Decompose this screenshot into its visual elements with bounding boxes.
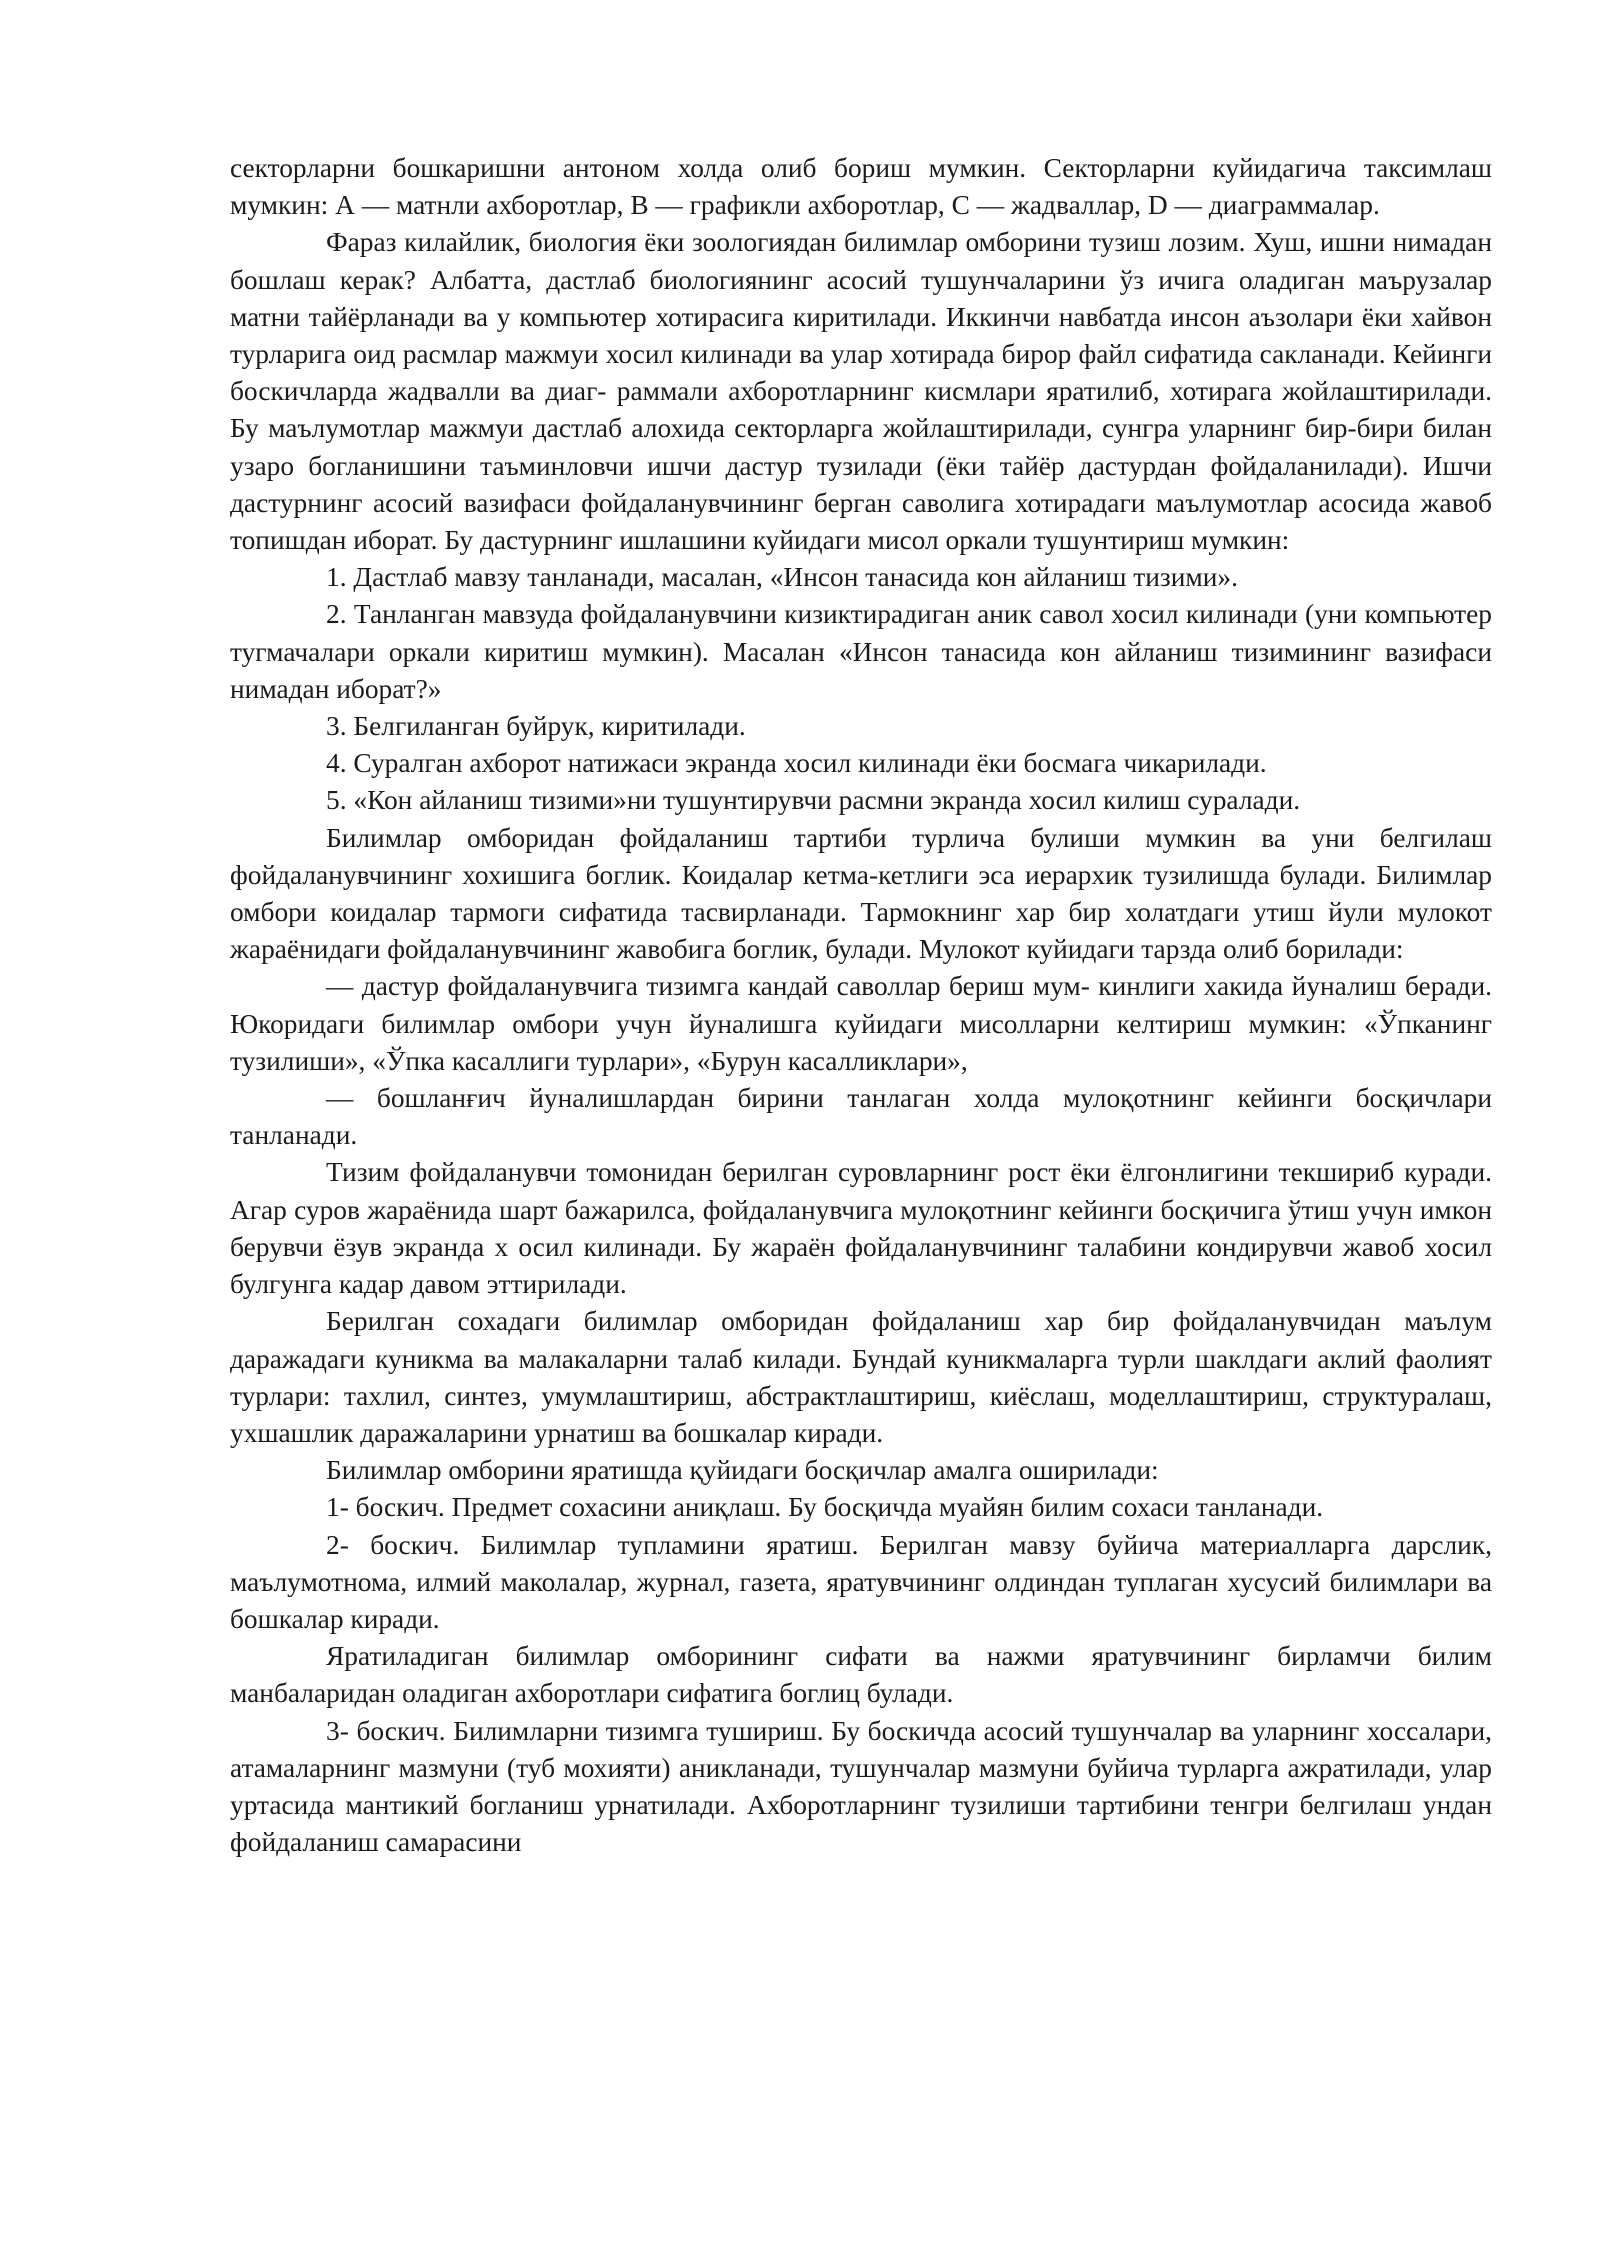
paragraph-stage-2: 2- боскич. Билимлар тупламини яратиш. Берилган мавзу буйича материалларга дарслик, маълумотнома, илмий маколалар, журнал, газета, яратувчининг олдиндан туплаган хусусий билимлари ва бошкалар киради. [230, 1529, 1492, 1634]
paragraph-stage-3: 3- боскич. Билимларни тизимга тушириш. Бу боскичда асосий тушунчалар ва уларнинг хоссалари, атамаларнинг мазмуни (туб мохияти) аникланади, тушунчалар мазмуни буйича турларга ажратилади, улар уртасида мантикий богланиш урнатилади. Ахборотларнинг тузилиши тартибини тенгри белгилаш ундан фойдаланиш самарасини [230, 1715, 1492, 1858]
paragraph-dialog-stages: — бошланғич йуналишлардан бирини танлаган холда мулоқотнинг кейинги босқичлари танланади. [230, 1083, 1492, 1151]
list-item-step-2: 2. Танланган мавзуда фойдаланувчини кизиктирадиган аник савол хосил килинади (уни компьютер тугмачалари оркали киритиш мумкин). Масалан «Инсон танасида кон айланиш тизимининг вазифаси нимадан иборат?» [230, 599, 1492, 704]
list-item-step-5: 5. «Кон айланиш тизими»ни тушунтирувчи расмни экранда хосил килиш суралади. [326, 785, 1301, 816]
document-page [230, 150, 1492, 1861]
list-item-step-4: 4. Суралган ахборот натижаси экранда хосил килинади ёки босмага чикарилади. [326, 748, 1267, 779]
paragraph-stages-intro: Билимлар омборини яратишда қуйидаги босқичлар амалга оширилади: [326, 1455, 1159, 1486]
paragraph-stage-1: 1- боскич. Предмет сохасини аниқлаш. Бу босқичда муайян билим сохаси танланади. [326, 1492, 1324, 1523]
paragraph-skills: Берилган сохадаги билимлар омборидан фойдаланиш хар бир фойдаланувчидан маълум даражадаги куникма ва малакаларни талаб килади. Бундай куникмаларга турли шаклдаги аклий фаолият турлари: тахлил, синтез, умумлаштириш, абстрактлаштириш, киёслаш, моделлаштириш, структуралаш, ухшашлик даражаларини урнатиш ва бошкалар киради. [230, 1306, 1492, 1448]
paragraph-system-checks: Тизим фойдаланувчи томонидан берилган суровларнинг рост ёки ёлгонлигини текшириб куради. Агар суров жараёнида шарт бажарилса, фойдаланувчига мулоқотнинг кейинги босқичига ўтиш учун имкон берувчи ёзув экранда х осил килинади. Бу жараён фойдаланувчининг талабини кондирувчи жавоб хосил булгунга кадар давом эттирилади. [230, 1157, 1492, 1300]
paragraph-usage-order: Билимлар омборидан фойдаланиш тартиби турлича булиши мумкин ва уни белгилаш фойдаланувчининг хохишига боглик. Коидалар кетма-кетлиги эса иерархик тузилишда булади. Билимлар омбори коидалар тармоги сифатида тасвирланади. Тармокнинг хар бир холатдаги утиш йули мулокот жараёнидаги фойдаланувчининг жавобига боглик, булади. Мулокот куйидаги тарзда олиб борилади: [230, 822, 1492, 965]
paragraph-knowledge-base-example: Фараз килайлик, биология ёки зоологиядан билимлар омборини тузиш лозим. Хуш, ишни нимадан бошлаш керак? Албатта, дастлаб биологиянинг асосий тушунчаларини ўз ичига оладиган маърузалар матни тайёрланади ва у компьютер хотирасига киритилади. Иккинчи навбатда инсон аъзолари ёки хайвон турларига оид расмлар мажмуи хосил килинади ва улар хотирада бирор файл сифатида сакланади. Кейинги боскичларда жадвалли ва диаг- раммали ахборотларнинг кисмлари яратилиб, хотирага жойлаштирилади. Бу маълумотлар мажмуи дастлаб алохида секторларга жойлаштирилади, сунгра уларнинг бир-бири билан узаро богланишини таъминловчи ишчи дастур тузилади (ёки тайёр дастурдан фойдаланилади). Ишчи дастурнинг асосий вазифаси фойдаланувчининг берган саволига хотирадаги маълумотлар асосида жавоб топишдан иборат. Бу дастурнинг ишлашини куйидаги мисол оркали тушунтириш мумкин: [230, 227, 1492, 556]
paragraph-quality: Яратиладиган билимлар омборининг сифати ва нажми яратувчининг бирламчи билим манбаларидан оладиган ахборотлари сифатига боглиц булади. [230, 1641, 1492, 1709]
paragraph-dialog-direction: — дастур фойдаланувчига тизимга кандай саволлар бериш мум- кинлиги хакида йуналиш беради. Юкоридаги билимлар омбори учун йуналишга куйидаги мисолларни келтириш мумкин: «Ўпканинг тузилиши», «Ўпка касаллиги турлари», «Бурун касалликлари», [230, 971, 1492, 1076]
list-item-step-1: 1. Дастлаб мавзу танланади, масалан, «Инсон танасида кон айланиш тизими». [326, 562, 1238, 593]
paragraph-sectors: секторларни бошкаришни антоном холда олиб бориш мумкин. Секторларни куйидагича таксимлаш мумкин: А — матнли ахборотлар, В — графикли ахборотлар, С — жадваллар, D — диаграммалар. [230, 153, 1492, 221]
list-item-step-3: 3. Белгиланган буйрук, киритилади. [326, 711, 746, 742]
